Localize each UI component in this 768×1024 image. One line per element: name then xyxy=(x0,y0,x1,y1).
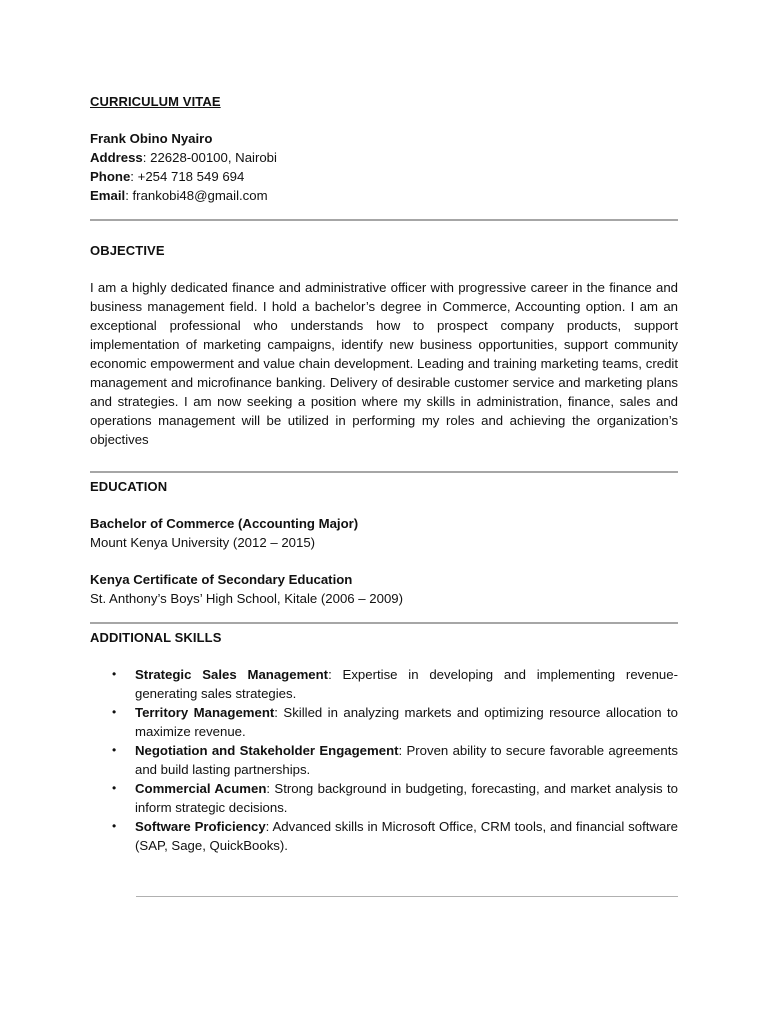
contact-block xyxy=(90,129,678,205)
skill-label: Commercial Acumen xyxy=(135,781,267,796)
skill-label: Territory Management xyxy=(135,705,275,720)
skills-section xyxy=(90,628,678,855)
education-heading: EDUCATION xyxy=(90,479,168,494)
bullet-icon: • xyxy=(112,667,117,681)
bullet-icon: • xyxy=(112,819,117,833)
contact-name: Frank Obino Nyairo xyxy=(90,131,213,146)
cv-page xyxy=(90,92,678,855)
education-degree: Bachelor of Commerce (Accounting Major) xyxy=(90,516,359,531)
email-label: Email xyxy=(90,188,126,203)
skill-label: Negotiation and Stakeholder Engagement xyxy=(135,743,399,758)
education-school: Mount Kenya University (2012 – 2015) xyxy=(90,535,316,550)
skills-heading: ADDITIONAL SKILLS xyxy=(90,630,222,645)
address-value: : 22628-00100, Nairobi xyxy=(142,150,277,165)
skill-text: : Expertise in developing and implementing revenue-generating sales strategies. xyxy=(135,667,678,701)
objective-heading: OBJECTIVE xyxy=(90,243,165,258)
skill-item xyxy=(90,665,678,703)
education-section xyxy=(90,477,678,608)
skill-text: : Proven ability to secure favorable agreements and build lasting partnerships. xyxy=(135,743,678,777)
bullet-icon: • xyxy=(112,781,117,795)
contact-address xyxy=(90,148,678,167)
address-label: Address xyxy=(90,150,143,165)
skill-text: : Strong background in budgeting, forecasting, and market analysis to inform strategic decisions. xyxy=(135,781,678,815)
bullet-icon: • xyxy=(112,705,117,719)
phone-value: : +254 718 549 694 xyxy=(130,169,245,184)
objective-section xyxy=(90,241,678,449)
skill-label: Strategic Sales Management xyxy=(135,667,329,682)
skill-label: Software Proficiency xyxy=(135,819,266,834)
email-value: : frankobi48@gmail.com xyxy=(125,188,268,203)
contact-email xyxy=(90,186,678,205)
contact-phone xyxy=(90,167,678,186)
skill-item xyxy=(90,703,678,741)
skill-item xyxy=(90,817,678,855)
education-school: St. Anthony’s Boys’ High School, Kitale (2006 – 2009) xyxy=(90,591,404,606)
bullet-icon: • xyxy=(112,743,117,757)
skill-text: : Skilled in analyzing markets and optimizing resource allocation to maximize revenue. xyxy=(135,705,678,739)
document-title: CURRICULUM VITAE xyxy=(90,94,221,109)
end-divider xyxy=(136,896,678,897)
skill-item xyxy=(90,779,678,817)
education-degree: Kenya Certificate of Secondary Education xyxy=(90,572,353,587)
spacer xyxy=(90,111,678,129)
skills-list xyxy=(90,665,678,855)
phone-label: Phone xyxy=(90,169,131,184)
objective-text: I am a highly dedicated finance and administrative officer with progressive career in the finance and business management field. I hold a bachelor’s degree in Commerce, Accounting option. I am an exceptional professional who understands how to prospect company products, support implementation of marketing campaigns, identify new business opportunities, support community economic empowerment and value chain development. Leading and training marketing teams, credit management and microfinance banking. Delivery of desirable customer service and marketing plans and strategies. I am now seeking a position where my skills in administration, finance, sales and operations management will be utilized in performing my roles and achieving the organization’s objectives xyxy=(90,280,678,447)
skill-item xyxy=(90,741,678,779)
skill-text: : Advanced skills in Microsoft Office, CRM tools, and financial software (SAP, Sage, QuickBooks). xyxy=(135,819,679,853)
